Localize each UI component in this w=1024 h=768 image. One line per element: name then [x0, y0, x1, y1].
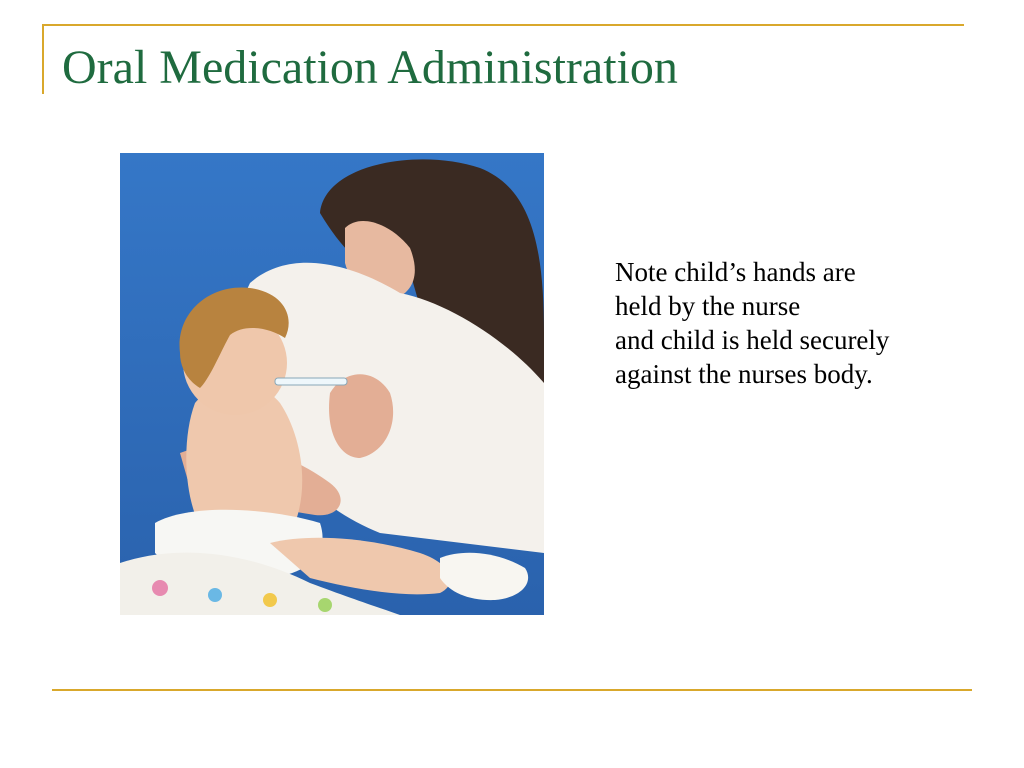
note-line-4: against the nurses body. [615, 359, 873, 389]
corner-accent-vertical [42, 24, 44, 94]
note-line-3: and child is held securely [615, 325, 890, 355]
corner-accent-horizontal [42, 24, 964, 26]
note-text [615, 255, 995, 391]
note-line-2: held by the nurse [615, 291, 801, 321]
slide-title: Oral Medication Administration [62, 41, 678, 94]
note-line-1: Note child’s hands are [615, 257, 856, 287]
bottom-accent-rule [52, 689, 972, 691]
nurse-child-photo [120, 153, 544, 615]
